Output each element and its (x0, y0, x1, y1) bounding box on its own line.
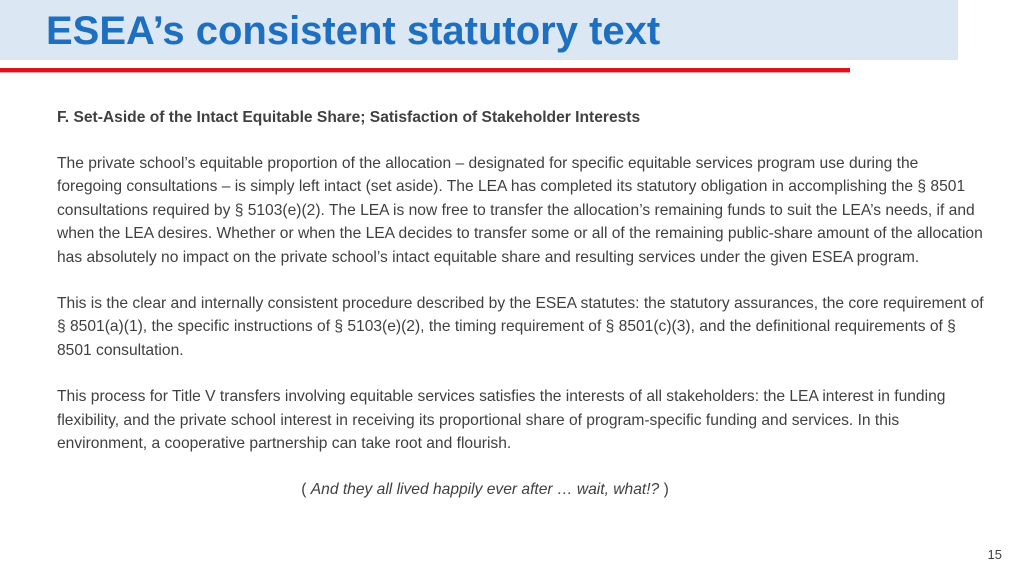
closing-remark-text: And they all lived happily ever after … wait, what!? (310, 481, 660, 499)
title-underline-shadow (0, 72, 850, 73)
closing-open-paren: ( (301, 481, 307, 499)
paragraph-set-aside: The private school’s equitable proportion of the allocation – designated for specific equitable services program use during the foregoing consultations – is simply left intact (set aside). The LEA has completed its statutory obligation in accomplishing the § 8501 consultations required by § 5103(e)(2). The LEA is now free to transfer the allocation’s remaining funds to suit the LEA’s needs, if and when the LEA desires. Whether or when the LEA decides to transfer some or all of the remaining public-share amount of the allocation has absolutely no impact on the private school’s intact equitable share and resulting services under the given ESEA program. (57, 155, 983, 266)
page-number: 15 (987, 547, 1002, 562)
slide-title: ESEA’s consistent statutory text (46, 9, 661, 53)
paragraph-stakeholders: This process for Title V transfers involving equitable services satisfies the interests of all stakeholders: the LEA interest in funding flexibility, and the private school interest in receiving its proportional share of program-specific funding and services. In this environment, a cooperative partnership can take root and flourish. (57, 388, 946, 453)
slide-body (57, 107, 987, 502)
closing-close-paren: ) (663, 481, 669, 499)
section-heading: F. Set-Aside of the Intact Equitable Share; Satisfaction of Stakeholder Interests (57, 109, 641, 126)
closing-remark (57, 478, 987, 501)
paragraph-procedure: This is the clear and internally consistent procedure described by the ESEA statutes: the statutory assurances, the core requirement of § 8501(a)(1), the specific instructions of § 5103(e)(2), the timing requirement of § 8501(c)(3), and the definitional requirements of § 8501 consultation. (57, 295, 984, 359)
